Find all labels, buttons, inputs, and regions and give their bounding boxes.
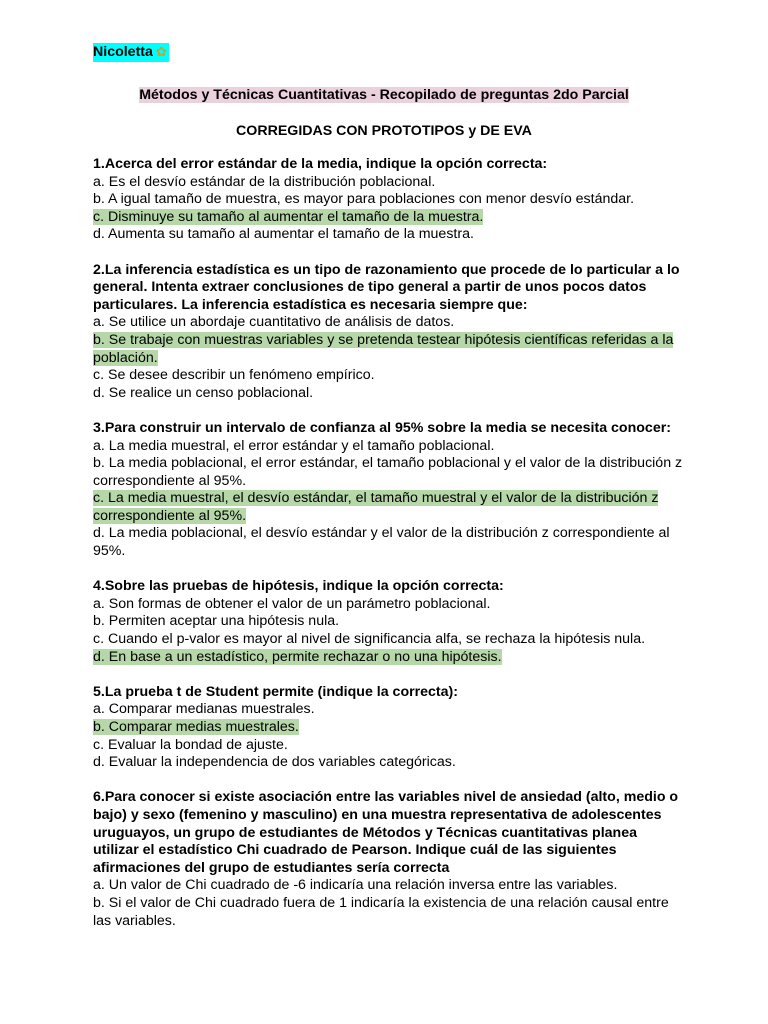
question-block xyxy=(93,156,683,244)
question-block xyxy=(93,420,683,561)
answer-option-text: a. Un valor de Chi cuadrado de -6 indicaría una relación inversa entre las variables. xyxy=(93,877,618,894)
answer-option xyxy=(93,754,683,772)
question-block xyxy=(93,578,683,666)
correct-answer-option xyxy=(93,719,683,737)
answer-option xyxy=(93,631,683,649)
answer-option xyxy=(93,525,683,560)
answer-option xyxy=(93,191,683,209)
sparkle-icon: ✿ xyxy=(155,44,167,59)
question-text: 3.Para construir un intervalo de confianza al 95% sobre la media se necesita conocer: xyxy=(93,419,671,436)
question-text: 2.La inferencia estadística es un tipo de razonamiento que procede de lo particular a lo general. Intenta extraer conclusiones de tipo general a partir de unos pocos datos particulares. La inferencia estadística es necesaria siempre que: xyxy=(93,261,680,313)
answer-option xyxy=(93,455,683,490)
answer-option-text: c. Cuando el p-valor es mayor al nivel de significancia alfa, se rechaza la hipótesis nula. xyxy=(93,631,646,648)
answer-option-text: a. Son formas de obtener el valor de un parámetro poblacional. xyxy=(93,595,491,612)
document-subtitle: CORREGIDAS CON PROTOTIPOS y DE EVA xyxy=(236,123,532,139)
question-text: 4.Sobre las pruebas de hipótesis, indique la opción correcta: xyxy=(93,578,504,595)
answer-option-text: c. Se desee describir un fenómeno empírico. xyxy=(93,367,375,384)
question-block xyxy=(93,262,683,403)
answer-option-text: c. La media muestral, el desvío estándar, el tamaño muestral y el valor de la distribución z correspondiente al 95%. xyxy=(93,490,659,524)
answer-option xyxy=(93,895,683,930)
question-text: 1.Acerca del error estándar de la media, indique la opción correcta: xyxy=(93,156,548,172)
title-text: Métodos y Técnicas Cuantitativas - Recopilado de preguntas 2do Parcial xyxy=(139,87,629,103)
answer-option-text: a. Comparar medianas muestrales. xyxy=(93,701,315,718)
answer-option-text: b. Se trabaje con muestras variables y se pretenda testear hipótesis científicas referidas a la población. xyxy=(93,331,674,366)
answer-option-text: b. Si el valor de Chi cuadrado fuera de 1 indicaría la existencia de una relación causal entre las variables. xyxy=(93,894,669,929)
answer-option xyxy=(93,174,683,192)
answer-option-text: d. Aumenta su tamaño al aumentar el tamaño de la muestra. xyxy=(93,226,474,243)
answer-option xyxy=(93,877,683,895)
document-title xyxy=(0,87,768,105)
question-text: 5.La prueba t de Student permite (indique la correcta): xyxy=(93,683,458,700)
answer-option-text: d. En base a un estadístico, permite rechazar o no una hipótesis. xyxy=(93,648,502,665)
answer-option-text: a. La media muestral, el error estándar y el tamaño poblacional. xyxy=(93,437,495,454)
answer-option-text: d. La media poblacional, el desvío estándar y el valor de la distribución z correspondiente al 95%. xyxy=(93,525,670,560)
question-block xyxy=(93,789,683,930)
answer-option xyxy=(93,367,683,385)
correct-answer-option xyxy=(93,649,683,667)
answer-option-text: b. Permiten aceptar una hipótesis nula. xyxy=(93,613,340,630)
answer-option xyxy=(93,737,683,755)
answer-option xyxy=(93,438,683,456)
correct-answer-option xyxy=(93,332,683,367)
correct-answer-option xyxy=(93,209,683,227)
answer-option-text: b. A igual tamaño de muestra, es mayor para poblaciones con menor desvío estándar. xyxy=(93,191,635,208)
answer-option xyxy=(93,701,683,719)
answer-option-text: b. Comparar medias muestrales. xyxy=(93,719,299,735)
answer-option xyxy=(93,226,683,244)
answer-option xyxy=(93,385,683,403)
answer-option-text: c. Disminuye su tamaño al aumentar el tamaño de la muestra. xyxy=(93,208,484,225)
question-block xyxy=(93,684,683,772)
correct-answer-option xyxy=(93,490,683,525)
answer-option xyxy=(93,613,683,631)
answer-option xyxy=(93,596,683,614)
author-label: Nicoletta xyxy=(93,44,153,60)
answer-option-text: a. Es el desvío estándar de la distribución poblacional. xyxy=(93,173,436,190)
answer-option-text: a. Se utilice un abordaje cuantitativo de análisis de datos. xyxy=(93,314,455,331)
answer-option xyxy=(93,314,683,332)
answer-option-text: b. La media poblacional, el error estándar, el tamaño poblacional y el valor de la distribución z correspondiente al 95%. xyxy=(93,455,683,489)
questions-list xyxy=(93,156,683,948)
question-text: 6.Para conocer si existe asociación entre las variables nivel de ansiedad (alto, medio o bajo) y sexo (femenino y masculino) en una muestra representativa de adolescentes uruguayos, un grupo de estudiantes de Métodos y Técnicas cuantitativas planea utilizar el estadístico Chi cuadrado de Pearson. Indique cuál de las siguientes afirmaciones del grupo de estudiantes sería correcta xyxy=(93,789,679,876)
answer-option-text: d. Evaluar la independencia de dos variables categóricas. xyxy=(93,754,456,771)
answer-option-text: d. Se realice un censo poblacional. xyxy=(93,384,314,401)
answer-option-text: c. Evaluar la bondad de ajuste. xyxy=(93,736,288,753)
author-name xyxy=(93,43,169,62)
